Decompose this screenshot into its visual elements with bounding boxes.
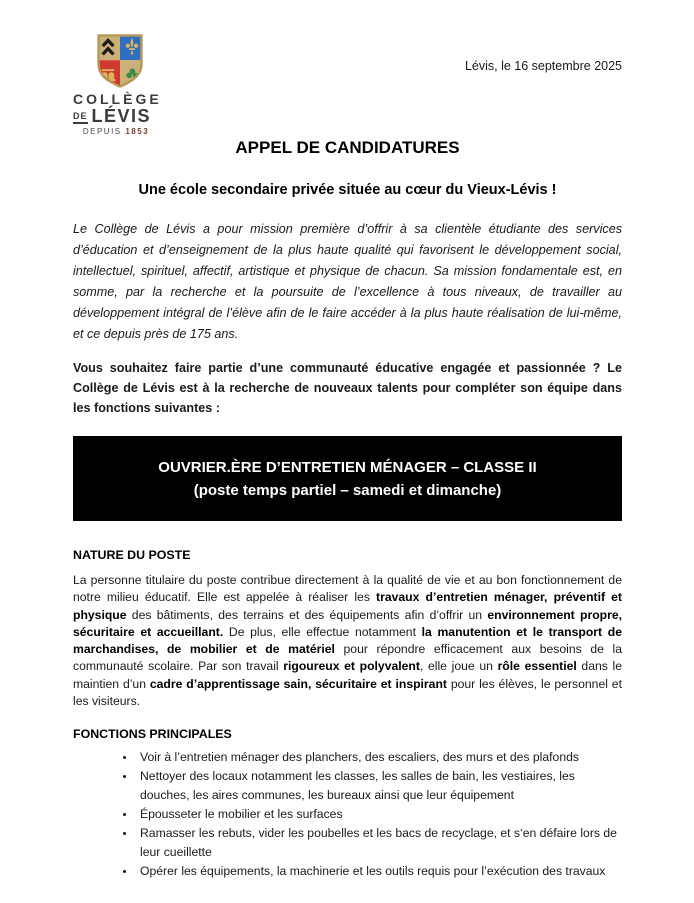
bold-text-run: cadre d’apprentissage sain, sécuritaire et inspirant	[149, 676, 447, 691]
job-title-line1: OUVRIER.ÈRE D’ENTRETIEN MÉNAGER – CLASSE II	[158, 459, 537, 476]
job-title-banner	[73, 436, 622, 521]
job-title-line2: (poste temps partiel – samedi et dimanche)	[193, 482, 502, 499]
college-de-levis-logo	[73, 33, 193, 136]
page-subtitle: Une école secondaire privée située au cœur du Vieux-Lévis !	[138, 182, 557, 198]
bold-text-run: travaux d’entretien ménager, préventif et physique	[73, 590, 622, 622]
logo-depuis-word: DEPUIS	[82, 127, 126, 137]
bullet-item: • Voir à l’entretien ménager des planchers, des escaliers, des murs et des plafonds	[136, 748, 622, 767]
section-heading-fonctions-principales: FONCTIONS PRINCIPALES	[73, 727, 232, 742]
bold-text-run: environnement propre, sécuritaire et accueillant.	[73, 607, 622, 639]
logo-de-word: DE	[73, 111, 88, 124]
bullet-item: • Opérer les équipements, la machinerie et les outils requis pour l’exécution des travaux	[136, 862, 622, 881]
page-title: APPEL DE CANDIDATURES	[235, 138, 460, 157]
bullet-item: • Nettoyer des locaux notamment les classes, les salles de bain, les vestiaires, les douches, les aires communes, les bureaux ainsi que leur équipement	[136, 767, 622, 805]
functions-bullet-list	[73, 748, 622, 881]
text-run: De plus, elle effectue notamment	[223, 624, 422, 639]
logo-year: 1853	[125, 127, 150, 137]
mission-paragraph: Le Collège de Lévis a pour mission première d’offrir à sa clientèle étudiante des services d’éducation et d’enseignement de la plus haute qualité qui favorisent le développement social, intellectuel, spirituel, affectif, artistique et physique de chacun. Sa mission fondamentale est, en somme, par la recherche et la poursuite de l’excellence à tous niveaux, de travailler au développement intégral de l’élève afin de le faire accéder à la plus haute réalisation de lui-même, et ce depuis près de 175 ans.	[73, 222, 622, 341]
document-date: Lévis, le 16 septembre 2025	[464, 59, 622, 73]
logo-wordmark-de-levis	[73, 108, 193, 124]
text-run: pour répondre efficacement aux besoins de la communauté scolaire. Par son travail	[73, 642, 622, 674]
section-heading-nature-du-poste: NATURE DU POSTE	[73, 548, 191, 562]
logo-wordmark-college: COLLÈGE	[73, 91, 162, 107]
text-run: des bâtiments, des terrains et des équipements afin d’offrir un	[126, 607, 488, 622]
bold-text-run: rôle essentiel	[497, 659, 577, 674]
invitation-paragraph: Vous souhaitez faire partie d’une communauté éducative engagée et passionnée ? Le Collège de Lévis est à la recherche de nouveaux talents pour compléter son équipe dans les fonctions suivantes :	[73, 361, 622, 415]
document-header	[73, 33, 622, 137]
bold-text-run: la manutention et le transport de marchandises, de mobilier et de matériel	[73, 624, 622, 657]
bullet-item: • Ramasser les rebuts, vider les poubelles et les bacs de recyclage, et s‘en défaire lors de leur cueillette	[136, 824, 622, 862]
logo-levis-word: LÉVIS	[91, 106, 152, 126]
bullet-item: • Épousseter le mobilier et les surfaces	[136, 805, 622, 824]
text-run: , elle joue un	[419, 659, 498, 674]
logo-tagline	[73, 127, 159, 136]
nature-du-poste-paragraph	[73, 572, 622, 710]
text-run: pour les élèves, le personnel et les visiteurs.	[73, 676, 622, 709]
text-run: La personne titulaire du poste contribue directement à la qualité de vie et au bon fonctionnement de notre milieu éducatif. Elle est appelée à réaliser les	[73, 573, 622, 605]
text-run: dans le maintien d’un	[73, 659, 622, 691]
bold-text-run: rigoureux et polyvalent	[283, 659, 420, 674]
college-crest-icon	[91, 33, 149, 89]
